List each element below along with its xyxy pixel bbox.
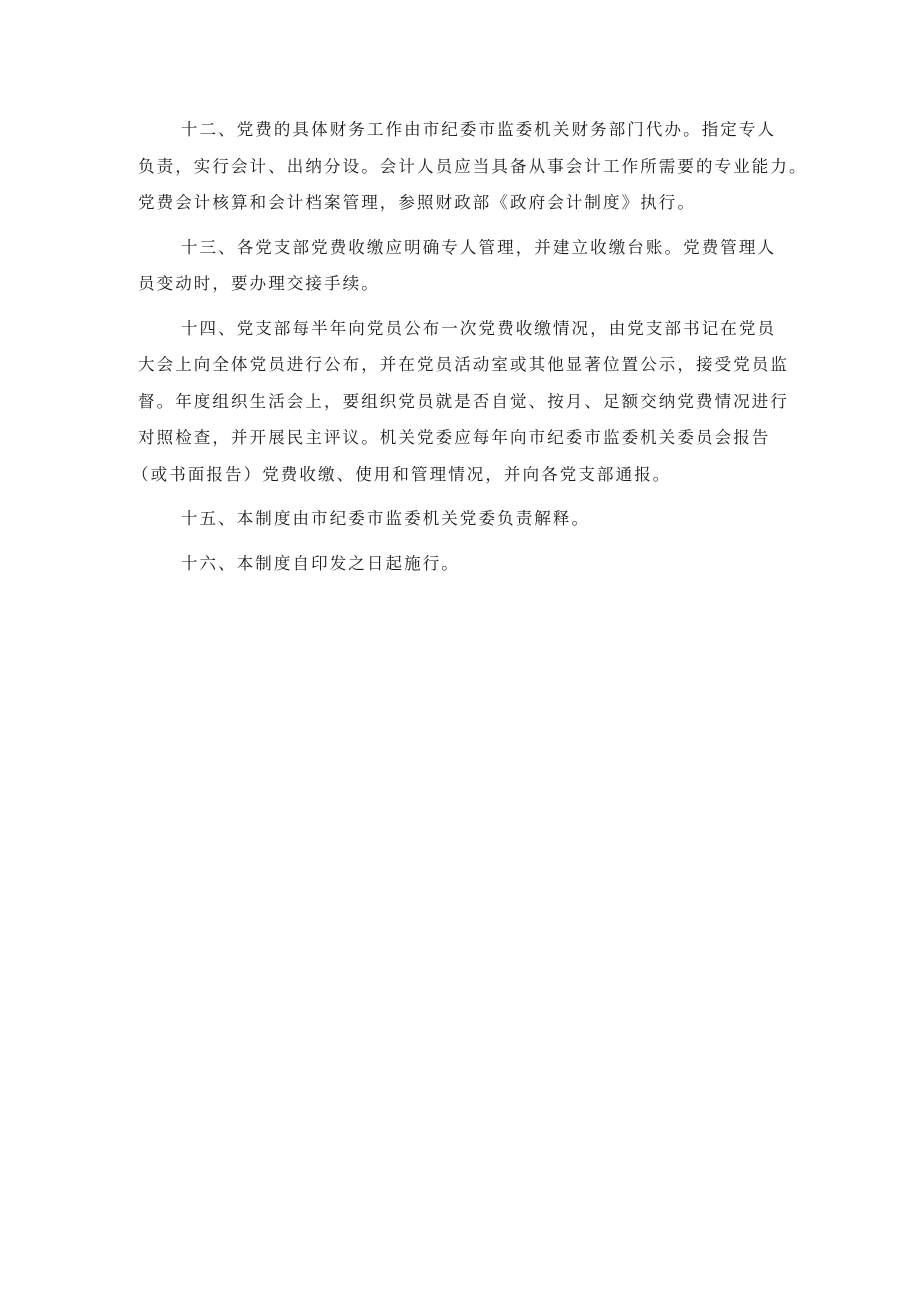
article-15-paragraph xyxy=(138,501,790,538)
article-15-line-1: 十五、本制度由市纪委市监委机关党委负责解释。 xyxy=(180,509,591,528)
article-16-line-1: 十六、本制度自印发之日起施行。 xyxy=(180,553,460,573)
article-14-line-5: （或书面报告）党费收缴、使用和管理情况，并向各党支部通报。 xyxy=(132,464,672,484)
article-16-paragraph xyxy=(138,546,790,583)
article-14-line-2: 大会上向全体党员进行公布，并在党员活动室或其他显著位置公示，接受党员监 xyxy=(138,355,789,374)
article-14-line-3: 督。年度组织生活会上，要组织党员就是否自觉、按月、足额交纳党费情况进行 xyxy=(138,391,789,411)
article-13-line-1: 十三、各党支部党费收缴应明确专人管理，并建立收缴台账。党费管理人 xyxy=(180,237,777,257)
article-14-line-1: 十四、党支部每半年向党员公布一次党费收缴情况，由党支部书记在党员 xyxy=(180,318,777,338)
article-12-line-2: 负责，实行会计、出纳分设。会计人员应当具备从事会计工作所需要的专业能力。 xyxy=(138,156,808,176)
article-13-line-2: 员变动时，要办理交接手续。 xyxy=(138,274,380,293)
article-14-paragraph xyxy=(132,311,790,494)
article-13-paragraph xyxy=(138,230,790,303)
document-body xyxy=(132,112,808,590)
article-12-line-1: 十二、党费的具体财务工作由市纪委市监委机关财务部门代办。指定专人 xyxy=(180,120,777,139)
article-14-line-4: 对照检查，并开展民主评议。机关党委应每年向市纪委市监委机关委员会报告 xyxy=(138,428,771,447)
article-12-line-3: 党费会计核算和会计档案管理，参照财政部《政府会计制度》执行。 xyxy=(138,193,696,212)
article-12-paragraph xyxy=(138,112,808,222)
